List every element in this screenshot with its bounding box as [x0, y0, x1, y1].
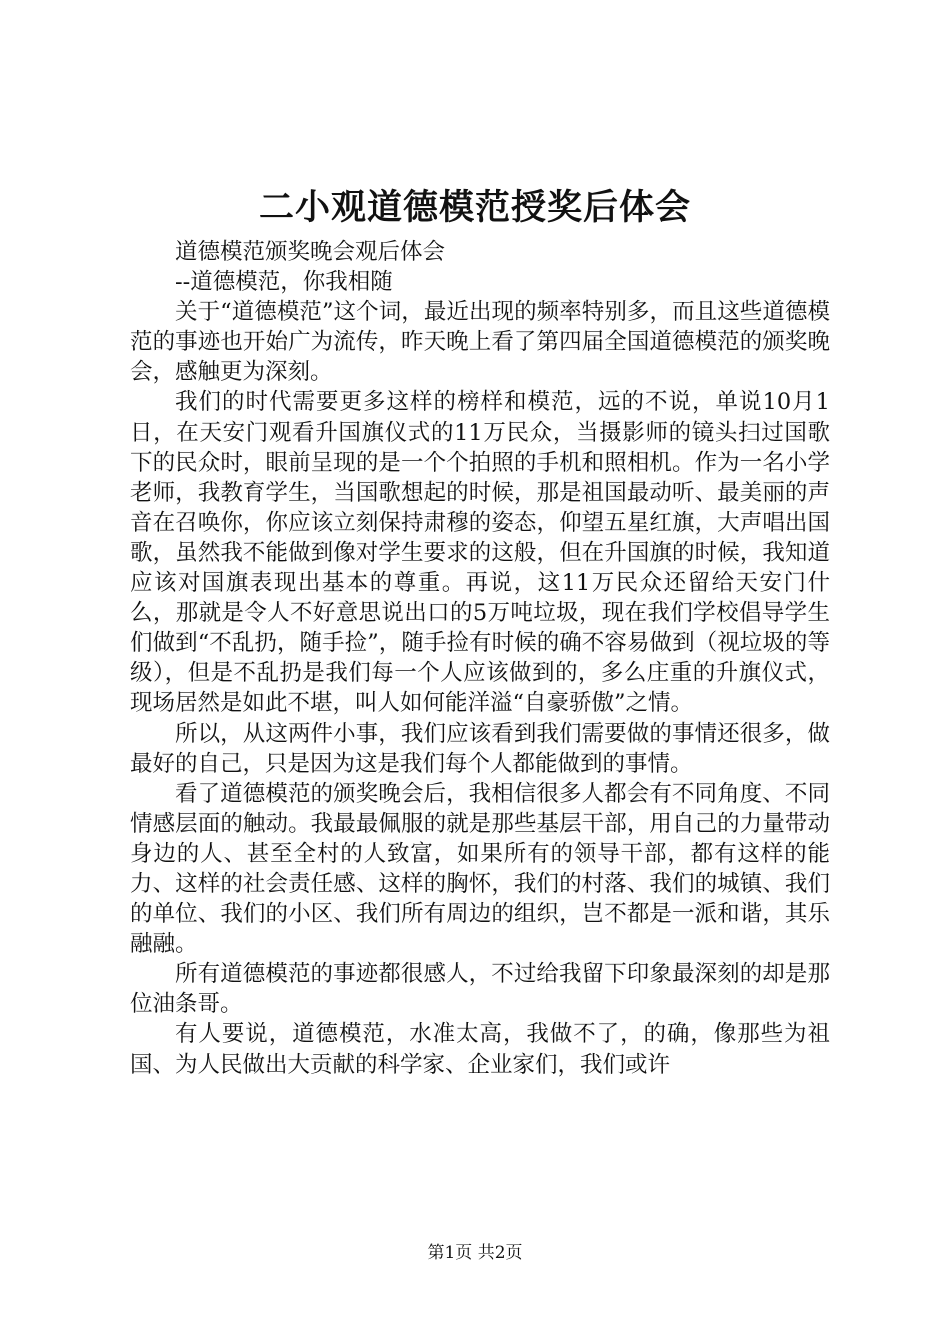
paragraph: 我们的时代需要更多这样的榜样和模范，远的不说，单说10月1日，在天安门观看升国旗仪式的11万民众，当摄影师的镜头扫过国歌下的民众时，眼前呈现的是一个个拍照的手机和照相机。作为一名小学老师，我教育学生，当国歌想起的时候，那是祖国最动听、最美丽的声音在召唤你，你应该立刻保持肃穆的姿态，仰望五星红旗，大声唱出国歌，虽然我不能做到像对学生要求的这般，但在升国旗的时候，我知道应该对国旗表现出基本的尊重。再说，这11万民众还留给天安门什么，那就是令人不好意思说出口的5万吨垃圾，现在我们学校倡导学生们做到“不乱扔，随手捡”，随手捡有时候的确不容易做到（视垃圾的等级），但是不乱扔是我们每一个人应该做到的，多么庄重的升旗仪式，现场居然是如此不堪，叫人如何能洋溢“自豪骄傲”之情。	[130, 389, 830, 717]
paragraph: 所以，从这两件小事，我们应该看到我们需要做的事情还很多，做最好的自己，只是因为这是我们每个人都能做到的事情。	[130, 720, 830, 777]
paragraph: 看了道德模范的颁奖晚会后，我相信很多人都会有不同角度、不同情感层面的触动。我最最佩服的就是那些基层干部，用自己的力量带动身边的人、甚至全村的人致富，如果所有的领导干部，都有这样的能力、这样的社会责任感、这样的胸怀，我们的村落、我们的城镇、我们的单位、我们的小区、我们所有周边的组织，岂不都是一派和谐，其乐融融。	[130, 780, 830, 958]
document-body	[130, 237, 830, 1080]
page-number-footer: 第1页 共2页	[427, 1243, 523, 1263]
paragraph: 所有道德模范的事迹都很感人，不过给我留下印象最深刻的却是那位油条哥。	[130, 961, 830, 1018]
paragraph: 道德模范颁奖晚会观后体会	[175, 239, 446, 265]
paragraph: 有人要说，道德模范，水准太高，我做不了，的确，像那些为祖国、为人民做出大贡献的科学家、企业家们，我们或许	[130, 1021, 830, 1078]
paragraph: 关于“道德模范”这个词，最近出现的频率特别多，而且这些道德模范的事迹也开始广为流传，昨天晚上看了第四届全国道德模范的颁奖晚会，感触更为深刻。	[130, 299, 830, 386]
paragraph: --道德模范，你我相随	[175, 269, 393, 296]
document-title: 二小观道德模范授奖后体会	[258, 187, 691, 228]
